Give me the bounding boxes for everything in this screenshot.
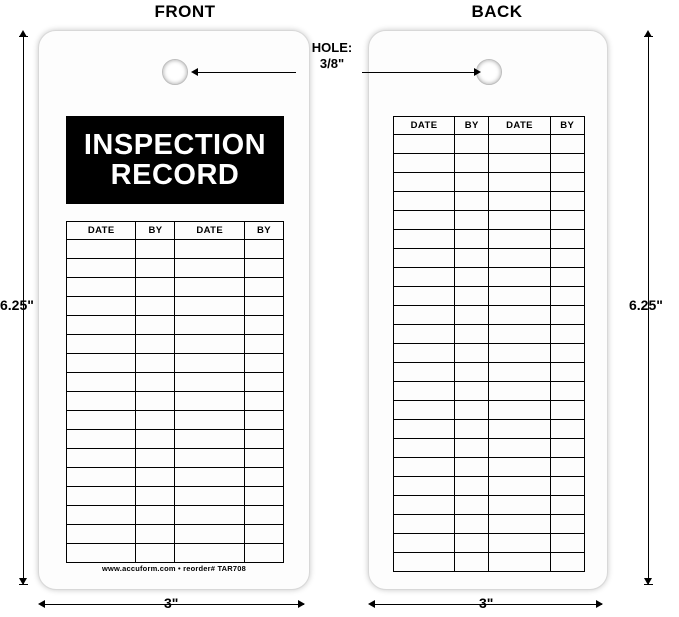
table-cell (489, 439, 550, 458)
table-cell (175, 506, 244, 525)
table-cell (136, 411, 175, 430)
table-row (394, 363, 585, 382)
table-row (394, 515, 585, 534)
table-cell (489, 344, 550, 363)
table-cell (489, 401, 550, 420)
table-cell (489, 135, 550, 154)
table-cell (175, 297, 244, 316)
column-header-date-2: DATE (175, 222, 244, 240)
back-record-table (393, 116, 585, 572)
table-cell (244, 449, 283, 468)
punch-hole-front (162, 59, 188, 85)
table-row (394, 268, 585, 287)
table-cell (175, 354, 244, 373)
table-row (394, 249, 585, 268)
table-row (394, 534, 585, 553)
table-cell (489, 534, 550, 553)
back-width-arrow-right (596, 600, 603, 608)
table-cell (455, 344, 489, 363)
table-cell (455, 439, 489, 458)
table-cell (550, 553, 584, 572)
table-cell (489, 496, 550, 515)
table-cell (550, 496, 584, 515)
table-cell (489, 458, 550, 477)
table-cell (175, 487, 244, 506)
table-row (394, 382, 585, 401)
table-cell (455, 382, 489, 401)
table-cell (136, 506, 175, 525)
table-cell (244, 335, 283, 354)
banner-line-1: INSPECTION (83, 128, 267, 161)
table-cell (67, 506, 136, 525)
table-cell (455, 401, 489, 420)
table-row (394, 325, 585, 344)
table-cell (550, 344, 584, 363)
table-cell (136, 278, 175, 297)
table-row (67, 373, 284, 392)
table-cell (244, 506, 283, 525)
table-cell (394, 306, 455, 325)
table-row (67, 354, 284, 373)
table-row (394, 135, 585, 154)
table-cell (67, 259, 136, 278)
table-cell (455, 135, 489, 154)
left-height-cap-top (19, 36, 28, 37)
table-cell (244, 373, 283, 392)
front-label: FRONT (154, 2, 216, 21)
table-cell (455, 496, 489, 515)
table-cell (550, 306, 584, 325)
footer-reorder-text: www.accuform.com • reorder# TAR708 (101, 564, 247, 573)
table-cell (489, 287, 550, 306)
table-cell (244, 468, 283, 487)
front-table-body (67, 240, 284, 563)
table-cell (67, 297, 136, 316)
hole-arrow-right (474, 68, 481, 76)
back-width-label: 3" (479, 595, 494, 611)
table-cell (550, 325, 584, 344)
table-row (394, 211, 585, 230)
table-cell (244, 411, 283, 430)
table-row (67, 506, 284, 525)
table-cell (550, 154, 584, 173)
table-cell (550, 477, 584, 496)
table-row (67, 278, 284, 297)
hole-leader-right (362, 72, 474, 73)
table-cell (489, 211, 550, 230)
table-cell (489, 154, 550, 173)
table-cell (244, 316, 283, 335)
table-cell (175, 278, 244, 297)
table-row (394, 477, 585, 496)
table-cell (550, 268, 584, 287)
table-cell (67, 316, 136, 335)
table-cell (550, 439, 584, 458)
table-cell (394, 458, 455, 477)
table-row (67, 525, 284, 544)
table-cell (175, 373, 244, 392)
table-cell (394, 534, 455, 553)
hole-arrow-left (191, 68, 198, 76)
column-header-date-1: DATE (394, 117, 455, 135)
table-cell (455, 306, 489, 325)
table-cell (175, 525, 244, 544)
front-record-table (66, 221, 284, 563)
table-cell (244, 259, 283, 278)
table-cell (244, 278, 283, 297)
table-row (67, 335, 284, 354)
table-cell (489, 363, 550, 382)
table-cell (455, 534, 489, 553)
table-cell (244, 525, 283, 544)
table-cell (136, 373, 175, 392)
table-cell (175, 316, 244, 335)
table-cell (175, 544, 244, 563)
table-cell (136, 259, 175, 278)
table-cell (455, 477, 489, 496)
table-cell (175, 468, 244, 487)
table-cell (489, 249, 550, 268)
table-cell (175, 449, 244, 468)
table-cell (489, 382, 550, 401)
front-width-label: 3" (164, 595, 179, 611)
table-cell (394, 382, 455, 401)
table-cell (175, 259, 244, 278)
table-cell (489, 553, 550, 572)
table-row (67, 468, 284, 487)
table-cell (455, 363, 489, 382)
table-cell (136, 316, 175, 335)
table-cell (550, 230, 584, 249)
right-height-cap-top (644, 36, 653, 37)
hole-callout-label (292, 40, 372, 73)
column-header-by-2: BY (244, 222, 283, 240)
table-cell (550, 401, 584, 420)
table-cell (394, 249, 455, 268)
right-height-label: 6.25" (629, 297, 663, 313)
table-row (394, 306, 585, 325)
table-cell (394, 553, 455, 572)
table-cell (136, 525, 175, 544)
table-row (394, 154, 585, 173)
table-cell (394, 325, 455, 344)
front-tag (38, 30, 310, 590)
table-cell (489, 192, 550, 211)
table-cell (550, 135, 584, 154)
table-cell (394, 439, 455, 458)
table-cell (394, 344, 455, 363)
table-cell (550, 192, 584, 211)
table-cell (244, 392, 283, 411)
table-cell (455, 192, 489, 211)
table-cell (67, 487, 136, 506)
table-cell (175, 335, 244, 354)
table-cell (136, 468, 175, 487)
table-cell (67, 411, 136, 430)
table-cell (394, 420, 455, 439)
table-cell (550, 211, 584, 230)
table-cell (550, 363, 584, 382)
table-header-row (394, 117, 585, 135)
table-row (394, 458, 585, 477)
table-cell (136, 392, 175, 411)
table-cell (489, 325, 550, 344)
table-row (394, 287, 585, 306)
table-cell (550, 515, 584, 534)
table-row (394, 344, 585, 363)
table-cell (550, 420, 584, 439)
front-width-arrow-right (298, 600, 305, 608)
table-cell (67, 430, 136, 449)
table-cell (455, 154, 489, 173)
hole-leader-left (198, 72, 296, 73)
table-cell (394, 477, 455, 496)
table-cell (67, 468, 136, 487)
table-cell (394, 515, 455, 534)
table-cell (136, 430, 175, 449)
table-cell (244, 240, 283, 259)
table-cell (394, 268, 455, 287)
table-cell (394, 154, 455, 173)
table-row (394, 401, 585, 420)
table-cell (394, 287, 455, 306)
table-cell (394, 401, 455, 420)
table-cell (550, 382, 584, 401)
table-header-row (67, 222, 284, 240)
back-table-body (394, 135, 585, 572)
table-cell (394, 496, 455, 515)
table-cell (489, 268, 550, 287)
table-cell (455, 458, 489, 477)
right-height-cap-bottom (644, 584, 653, 585)
back-label: BACK (471, 2, 523, 21)
table-cell (489, 306, 550, 325)
table-row (394, 420, 585, 439)
table-cell (67, 373, 136, 392)
table-cell (67, 449, 136, 468)
table-cell (394, 173, 455, 192)
table-row (67, 544, 284, 563)
table-cell (136, 487, 175, 506)
table-cell (550, 173, 584, 192)
table-cell (455, 515, 489, 534)
table-cell (550, 287, 584, 306)
table-row (67, 430, 284, 449)
table-cell (455, 211, 489, 230)
left-height-cap-bottom (19, 584, 28, 585)
table-cell (394, 135, 455, 154)
table-cell (455, 230, 489, 249)
table-cell (455, 553, 489, 572)
table-cell (489, 173, 550, 192)
table-row (67, 297, 284, 316)
table-cell (394, 211, 455, 230)
table-cell (489, 230, 550, 249)
table-cell (244, 354, 283, 373)
table-row (394, 173, 585, 192)
table-row (67, 487, 284, 506)
table-cell (136, 544, 175, 563)
table-cell (455, 287, 489, 306)
table-cell (455, 249, 489, 268)
table-cell (550, 249, 584, 268)
table-row (67, 240, 284, 259)
table-cell (67, 354, 136, 373)
table-cell (394, 192, 455, 211)
table-cell (136, 354, 175, 373)
table-cell (489, 477, 550, 496)
table-cell (67, 544, 136, 563)
table-row (394, 553, 585, 572)
column-header-by-1: BY (455, 117, 489, 135)
table-row (394, 192, 585, 211)
table-cell (455, 420, 489, 439)
banner-line-2: RECORD (110, 159, 240, 191)
hole-size-text: 3/8" (319, 56, 345, 72)
table-cell (455, 325, 489, 344)
hole-label-text: HOLE: (311, 40, 353, 55)
table-cell (455, 268, 489, 287)
table-row (67, 392, 284, 411)
table-cell (136, 240, 175, 259)
table-cell (394, 363, 455, 382)
table-cell (175, 411, 244, 430)
back-tag (368, 30, 608, 590)
table-cell (67, 240, 136, 259)
back-width-arrow-left (368, 600, 375, 608)
table-row (67, 449, 284, 468)
table-cell (67, 278, 136, 297)
table-cell (175, 392, 244, 411)
front-width-arrow-left (38, 600, 45, 608)
table-cell (175, 430, 244, 449)
column-header-by-1: BY (136, 222, 175, 240)
table-cell (136, 449, 175, 468)
table-row (67, 259, 284, 278)
table-cell (136, 297, 175, 316)
table-cell (550, 534, 584, 553)
table-row (67, 411, 284, 430)
table-cell (489, 515, 550, 534)
table-cell (244, 487, 283, 506)
column-header-date-1: DATE (67, 222, 136, 240)
table-cell (67, 335, 136, 354)
table-row (67, 316, 284, 335)
table-cell (244, 544, 283, 563)
table-row (394, 439, 585, 458)
table-row (394, 496, 585, 515)
table-cell (244, 430, 283, 449)
inspection-record-banner (66, 116, 284, 204)
column-header-by-2: BY (550, 117, 584, 135)
table-cell (67, 525, 136, 544)
table-cell (550, 458, 584, 477)
table-cell (455, 173, 489, 192)
table-cell (136, 335, 175, 354)
table-cell (244, 297, 283, 316)
table-cell (175, 240, 244, 259)
column-header-date-2: DATE (489, 117, 550, 135)
left-height-label: 6.25" (0, 297, 34, 313)
table-cell (394, 230, 455, 249)
table-row (394, 230, 585, 249)
table-cell (489, 420, 550, 439)
table-cell (67, 392, 136, 411)
